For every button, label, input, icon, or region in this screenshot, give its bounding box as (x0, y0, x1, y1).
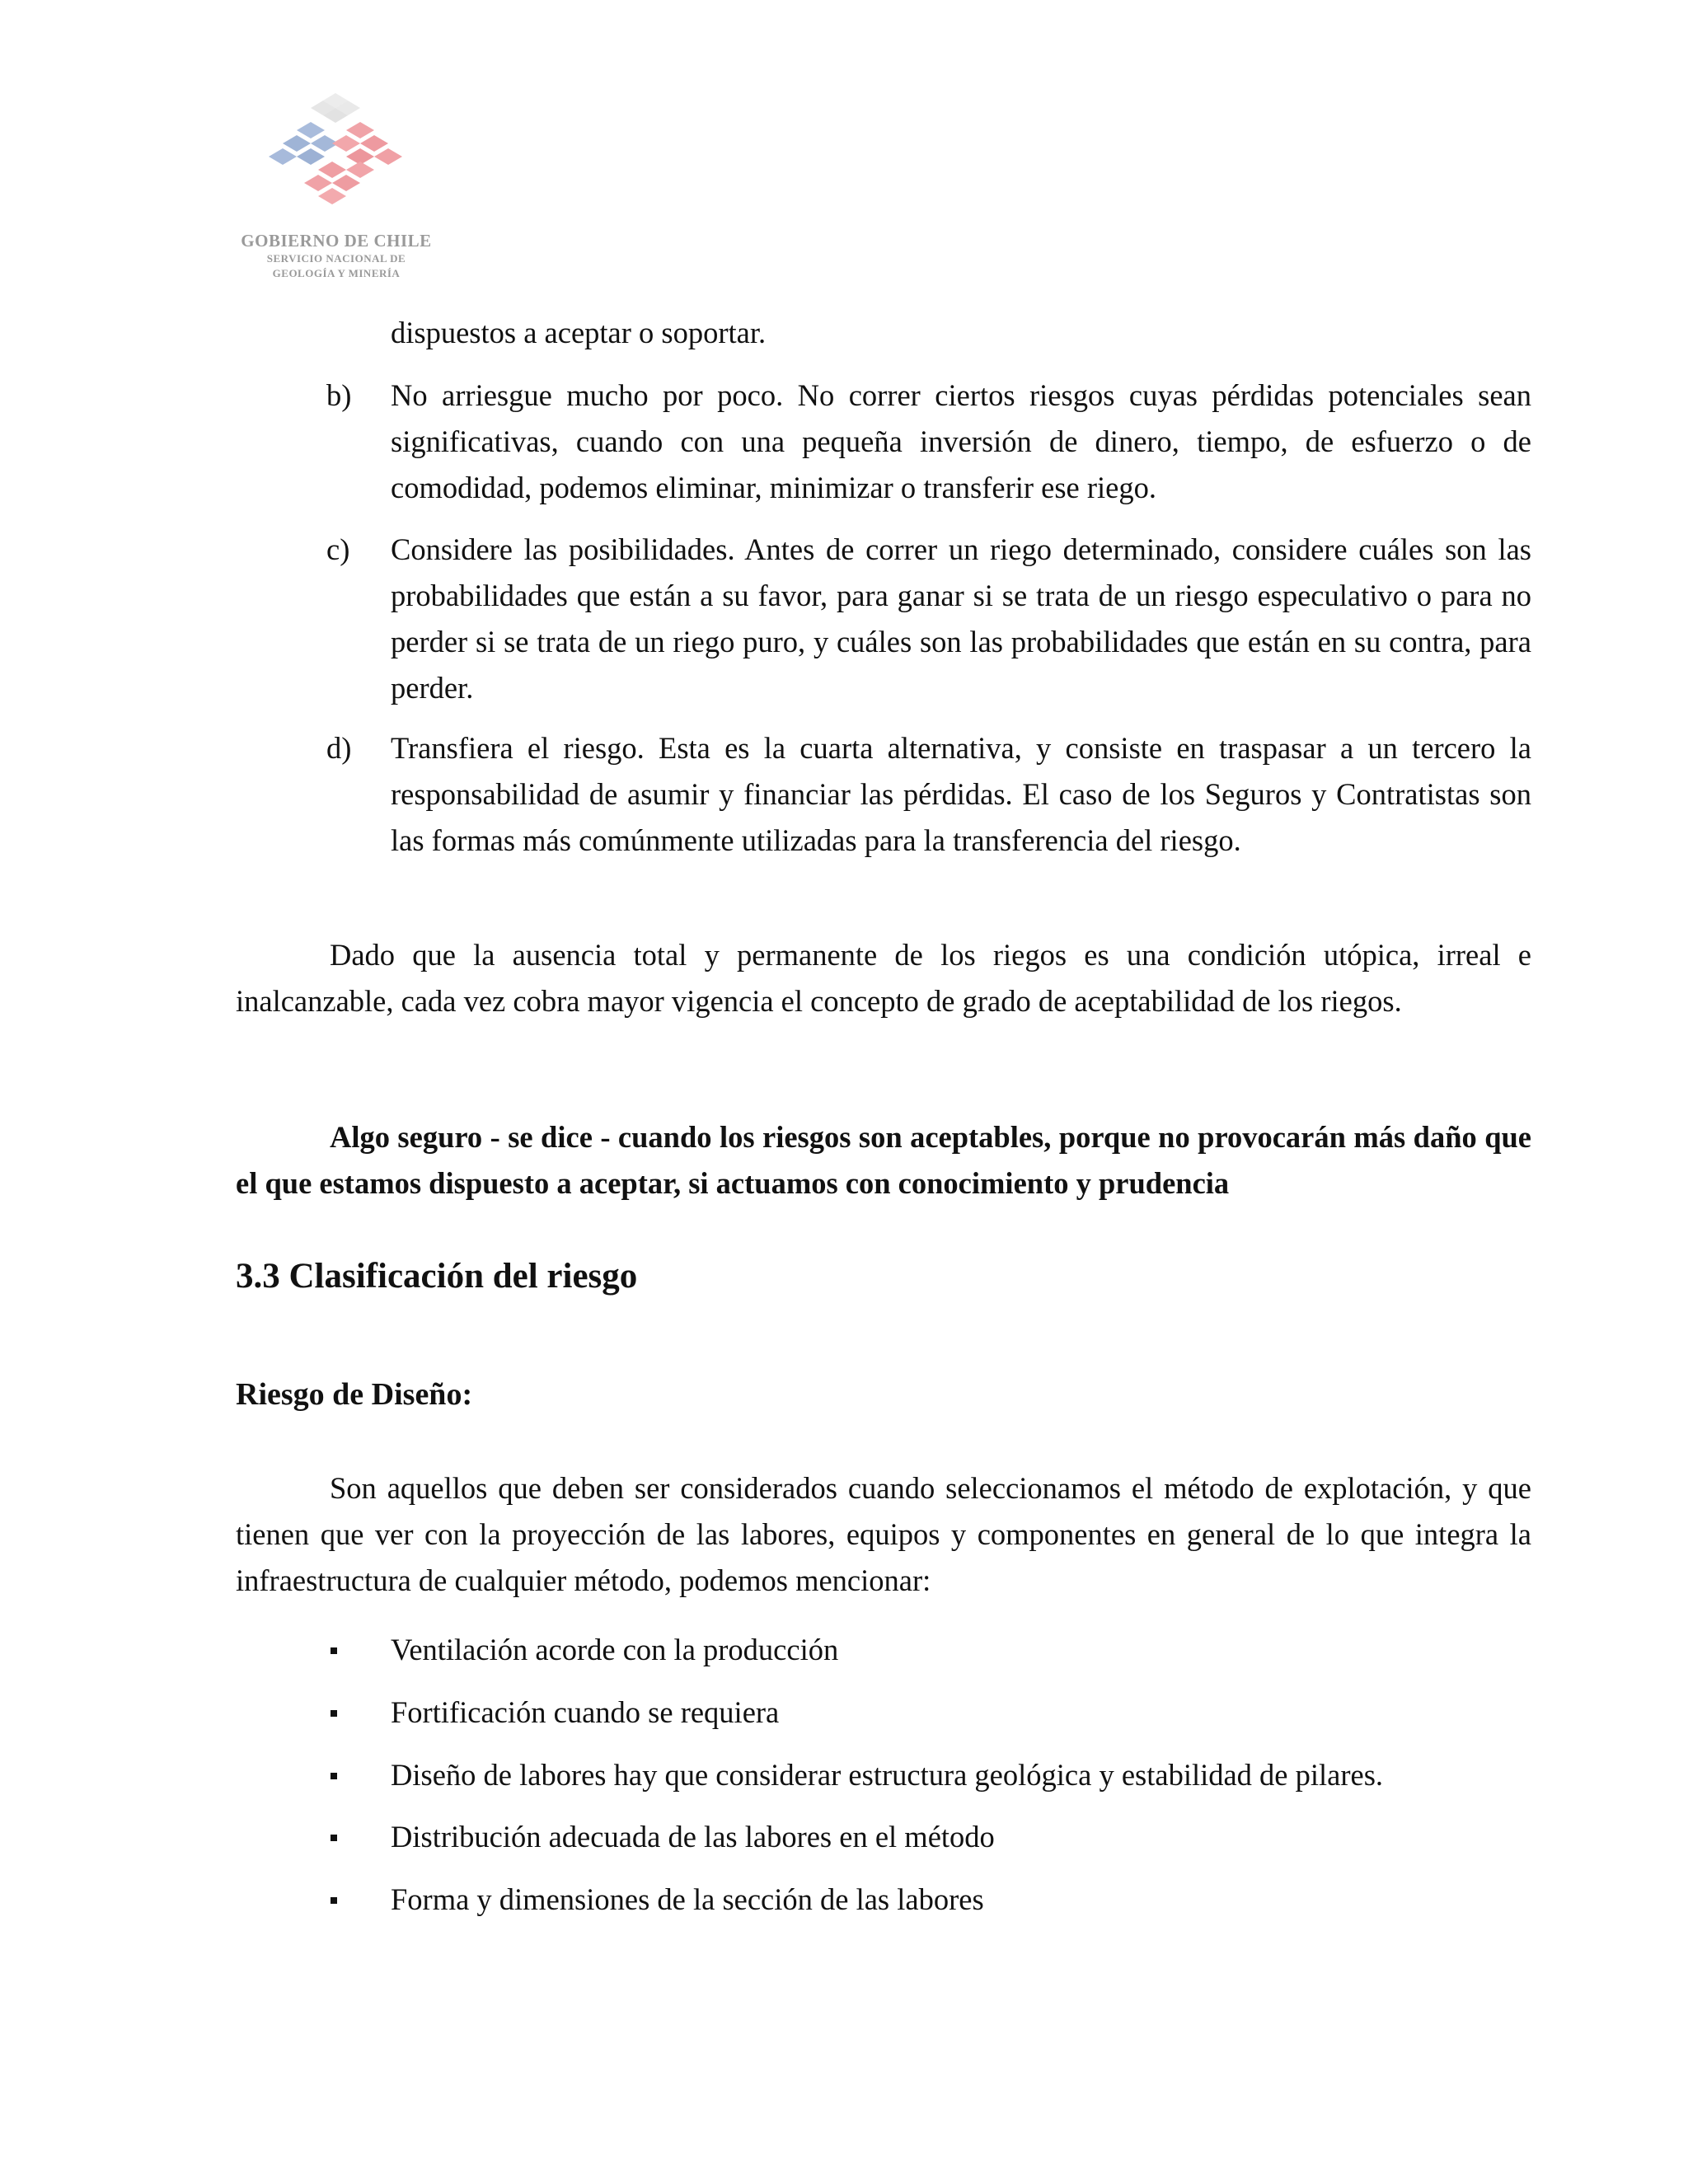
bullet-text: Ventilación acorde con la producción (391, 1633, 839, 1666)
list-item (326, 1690, 1531, 1736)
logo-title: GOBIERNO DE CHILE (241, 231, 432, 251)
list-marker: b) (326, 378, 352, 412)
continuation-text: dispuestos a aceptar o soportar. (391, 316, 767, 349)
bullet-square-icon (331, 1897, 337, 1904)
logo-emblem-icon (265, 89, 406, 229)
bold-paragraph: Algo seguro - se dice - cuando los riesgos son aceptables, porque no provocarán más daño que el que estamos dispuesto a aceptar, si actuamos con conocimiento y prudencia (236, 1120, 1531, 1200)
paragraph-design-risk: Son aquellos que deben ser considerados cuando seleccionamos el método de explotación, y que tienen que ver con la proyección de las labores, equipos y componentes en general de lo que integra la infraestructura de cualquier método, podemos mencionar: (236, 1471, 1531, 1597)
bullet-text: Fortificación cuando se requiera (391, 1695, 780, 1729)
list-item (326, 1627, 1531, 1673)
bullet-text: Distribución adecuada de las labores en el método (391, 1820, 995, 1854)
section-heading: 3.3 Clasificación del riesgo (236, 1257, 638, 1296)
government-logo (232, 89, 440, 287)
bullet-square-icon (331, 1647, 337, 1654)
logo-subtitle-1: SERVICIO NACIONAL DE (266, 252, 406, 265)
list-item-text: No arriesgue mucho por poco. No correr ciertos riesgos cuyas pérdidas potenciales sean significativas, cuando con una pequeña inversión de dinero, tiempo, de esfuerzo o de comodidad, podemos eliminar, minimizar o transferir ese riego. (391, 378, 1531, 504)
paragraph-acceptability: Dado que la ausencia total y permanente de los riegos es una condición utópica, irreal e inalcanzable, cada vez cobra mayor vigencia el concepto de grado de aceptabilidad de los riegos. (236, 938, 1531, 1018)
list-item (326, 1877, 1531, 1923)
subheading: Riesgo de Diseño: (236, 1377, 473, 1412)
bullet-square-icon (331, 1835, 337, 1841)
list-item (326, 1752, 1531, 1798)
bullet-text: Diseño de labores hay que considerar estructura geológica y estabilidad de pilares. (391, 1758, 1384, 1792)
list-item-text: Transfiera el riesgo. Esta es la cuarta alternativa, y consiste en traspasar a un tercero la responsabilidad de asumir y financiar las pérdidas. El caso de los Seguros y Contratistas son las formas más comúnmente utilizadas para la transferencia del riesgo. (391, 731, 1531, 857)
bullet-text: Forma y dimensiones de la sección de las labores (391, 1882, 984, 1916)
logo-subtitle-2: GEOLOGÍA Y MINERÍA (272, 267, 401, 279)
bullet-square-icon (331, 1773, 337, 1779)
bullet-square-icon (331, 1710, 337, 1717)
list-item (326, 1814, 1531, 1860)
list-item-text: Considere las posibilidades. Antes de correr un riego determinado, considere cuáles son las probabilidades que están a su favor, para ganar si se trata de un riesgo especulativo o para no perder si se trata de un riego puro, y cuáles son las probabilidades que están en su contra, para perder. (391, 532, 1531, 705)
list-marker: c) (326, 532, 350, 566)
list-marker: d) (326, 731, 352, 765)
